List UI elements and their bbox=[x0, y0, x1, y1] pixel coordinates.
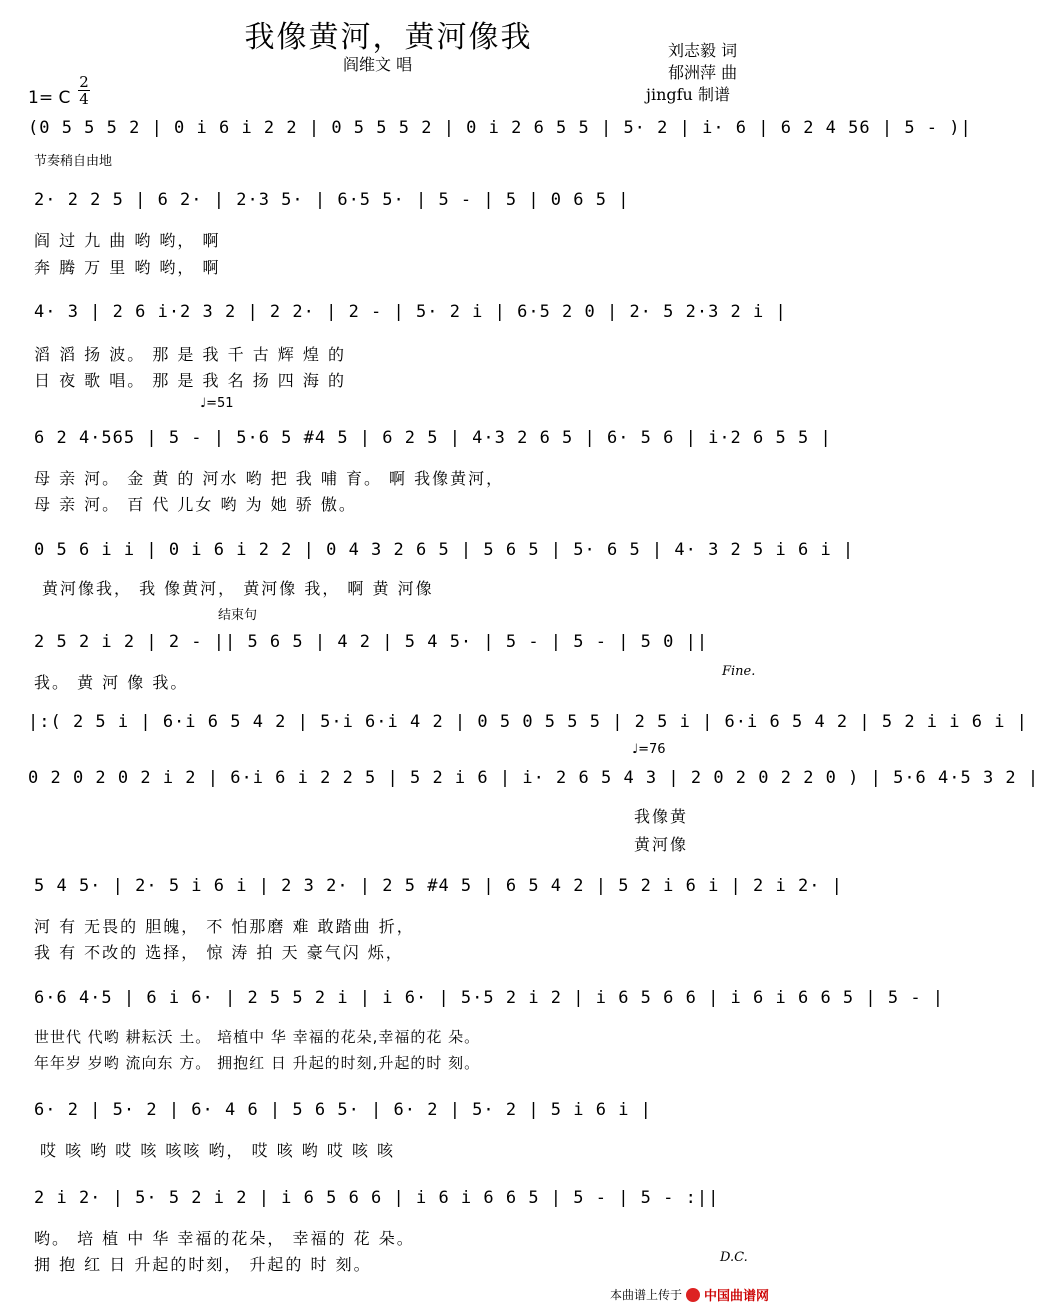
singer-credit: 阎维文 唱 bbox=[343, 55, 413, 74]
lyrics-line-8-verse-1: 我像黄 bbox=[634, 807, 689, 826]
lyrics-line-12-verse-1: 哟。 培 植 中 华 幸福的花朵， 幸福的 花 朵。 bbox=[34, 1229, 415, 1248]
ending-phrase-label: 结束句 bbox=[218, 608, 258, 623]
dc-mark: D.C. bbox=[720, 1250, 748, 1265]
time-signature-top: 2 bbox=[79, 73, 89, 91]
arranger-credit: jingfu 制谱 bbox=[646, 85, 730, 104]
footer-watermark bbox=[610, 1285, 769, 1304]
notation-line-6: 2 5 2 i 2 | 2 - || 5 6 5 | 4 2 | 5 4 5· | 5 - | 5 - | 5 0 || bbox=[34, 632, 709, 652]
notation-line-1: (0 5 5 5 2 | 0 i 6 i 2 2 | 0 5 5 5 2 | 0 i 2 6 5 5 | 5· 2 | i· 6 | 6 2 4 56 | 5 - )| bbox=[28, 118, 972, 138]
upload-text: 本曲谱上传于 bbox=[609, 1288, 682, 1302]
notation-line-12: 2 i 2· | 5· 5 2 i 2 | i 6 5 6 6 | i 6 i 6 6 5 | 5 - | 5 - :|| bbox=[34, 1188, 720, 1208]
time-signature-bottom: 4 bbox=[79, 90, 89, 108]
lyrics-line-3-verse-1: 滔 滔 扬 波。 那 是 我 千 古 辉 煌 的 bbox=[34, 345, 346, 364]
song-title: 我像黄河，黄河像我 bbox=[244, 20, 533, 55]
lyrics-line-6: 我。 黄 河 像 我。 bbox=[34, 673, 189, 692]
lyrics-line-5: 黄河像我， 我 像黄河， 黄河像 我， 啊 黄 河像 bbox=[42, 579, 434, 598]
site-logo-icon bbox=[686, 1288, 700, 1302]
notation-line-5: 0 5 6 i i | 0 i 6 i 2 2 | 0 4 3 2 6 5 | 5 6 5 | 5· 6 5 | 4· 3 2 5 i 6 i | bbox=[34, 540, 855, 560]
tempo-mark-2: ♩=76 bbox=[632, 742, 666, 757]
notation-line-4: 6 2 4·565 | 5 - | 5·6 5 #4 5 | 6 2 5 | 4·3 2 6 5 | 6· 5 6 | i·2 6 5 5 | bbox=[34, 428, 832, 448]
notation-line-10: 6·6 4·5 | 6 i 6· | 2 5 5 2 i | i 6· | 5·5 2 i 2 | i 6 5 6 6 | i 6 i 6 6 5 | 5 - | bbox=[34, 988, 945, 1008]
notation-line-9: 5 4 5· | 2· 5 i 6 i | 2 3 2· | 2 5 #4 5 | 6 5 4 2 | 5 2 i 6 i | 2 i 2· | bbox=[34, 876, 843, 896]
lyrics-line-9-verse-2: 我 有 不改的 选择， 惊 涛 拍 天 豪气闪 烁， bbox=[34, 943, 404, 962]
lyrics-line-9-verse-1: 河 有 无畏的 胆魄， 不 怕那磨 难 敢踏曲 折， bbox=[34, 917, 415, 936]
time-signature bbox=[78, 74, 90, 107]
fine-mark: Fine. bbox=[722, 664, 756, 679]
lyrics-line-11: 哎 咳 哟 哎 咳 咳咳 哟， 哎 咳 哟 哎 咳 咳 bbox=[40, 1141, 396, 1160]
lyrics-line-4-verse-1: 母 亲 河。 金 黄 的 河水 哟 把 我 哺 育。 啊 我像黄河， bbox=[34, 469, 505, 488]
notation-line-2: 2· 2 2 5 | 6 2· | 2·3 5· | 6·5 5· | 5 - | 5 | 0 6 5 | bbox=[34, 190, 630, 210]
lyrics-line-2-verse-2: 奔 腾 万 里 哟 哟， 啊 bbox=[34, 258, 221, 277]
rhythm-annotation: 节奏稍自由地 bbox=[34, 154, 113, 169]
lyrics-line-4-verse-2: 母 亲 河。 百 代 儿女 哟 为 她 骄 傲。 bbox=[34, 495, 357, 514]
tempo-mark-1: ♩=51 bbox=[200, 396, 234, 411]
lyrics-line-3-verse-2: 日 夜 歌 唱。 那 是 我 名 扬 四 海 的 bbox=[34, 371, 346, 390]
lyrics-line-10-verse-1: 世世代 代哟 耕耘沃 土。 培植中 华 幸福的花朵,幸福的花 朵。 bbox=[34, 1028, 481, 1046]
notation-line-8: 0 2 0 2 0 2 i 2 | 6·i 6 i 2 2 5 | 5 2 i 6 | i· 2 6 5 4 3 | 2 0 2 0 2 2 0 ) | 5·6 4·5 3 2 | bbox=[28, 768, 1039, 788]
notation-line-11: 6· 2 | 5· 2 | 6· 4 6 | 5 6 5· | 6· 2 | 5· 2 | 5 i 6 i | bbox=[34, 1100, 652, 1120]
lyricist-credit: 刘志毅 词 bbox=[668, 41, 738, 60]
notation-line-7: |:( 2 5 i | 6·i 6 5 4 2 | 5·i 6·i 4 2 | 0 5 0 5 5 5 | 2 5 i | 6·i 6 5 4 2 | 5 2 i i 6 i | bbox=[28, 712, 1028, 732]
notation-line-3: 4· 3 | 2 6 i·2 3 2 | 2 2· | 2 - | 5· 2 i | 6·5 2 0 | 2· 5 2·3 2 i | bbox=[34, 302, 787, 322]
lyrics-line-10-verse-2: 年年岁 岁哟 流向东 方。 拥抱红 日 升起的时刻,升起的时 刻。 bbox=[34, 1054, 481, 1072]
composer-credit: 郁洲萍 曲 bbox=[668, 63, 738, 82]
site-name: 中国曲谱网 bbox=[703, 1289, 769, 1304]
key-signature: 1= C bbox=[28, 88, 71, 108]
lyrics-line-12-verse-2: 拥 抱 红 日 升起的时刻， 升起的 时 刻。 bbox=[34, 1255, 372, 1274]
lyrics-line-2-verse-1: 阎 过 九 曲 哟 哟， 啊 bbox=[34, 231, 221, 250]
lyrics-line-8-verse-2: 黄河像 bbox=[634, 835, 689, 854]
